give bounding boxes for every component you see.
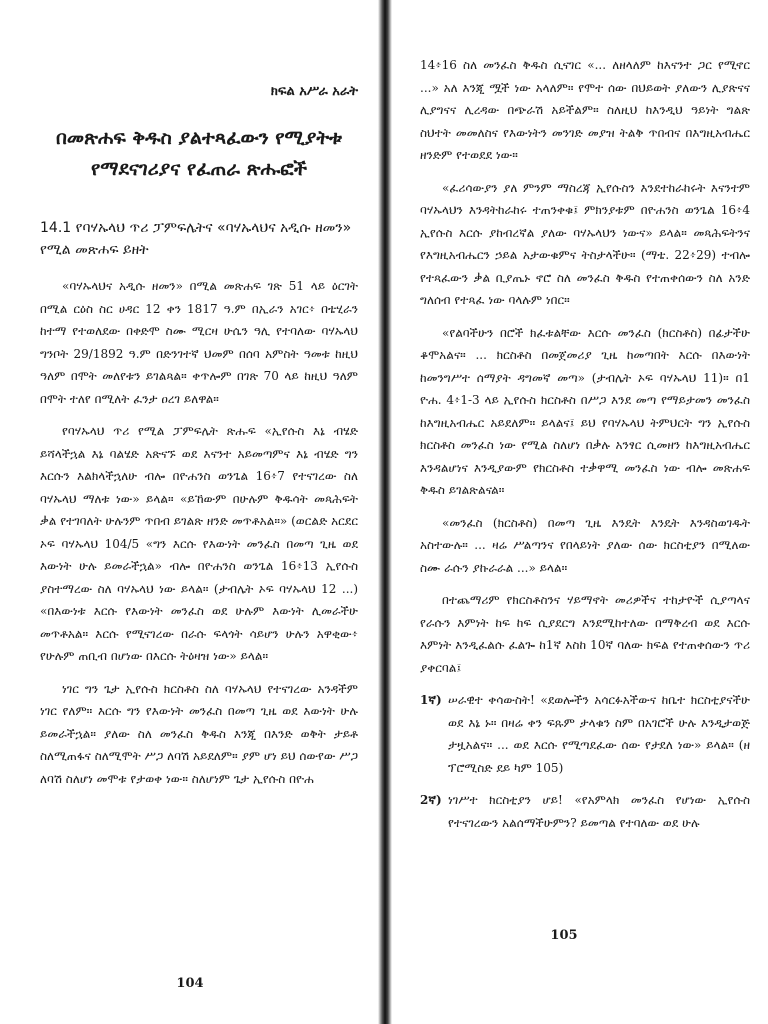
body-paragraph: «ባሃኡላህና አዲሱ ዘመን» በሚል መጽሐፍ ገጽ 51 ላይ ዕርገት በሚል ርዕስ ስር ሀዳር 12 ቀን 1817 ዓ.ም በኢራን አገር፥ በቴሂራን ከተማ የተወለደው በቀድሞ ስሙ ሚርዛ ሁሴን ዓሊ የተባለው ባሃኡላህ ግንቦት 29/1892 ዓ.ም በድንገተኛ ህመም በሰባ አምስት ዓመቱ ከዚህ ዓለም በሞት መለየቱን ይገልጻል። ቀጥሎም በገጽ 70 ላይ ከዚህ ዓለም በሞት ተለየ በሚለት ፈንታ ዐረገ ይለዋል። <box>40 279 358 406</box>
book-gutter <box>378 0 392 1024</box>
list-item <box>420 689 750 779</box>
body-paragraph: ነገር ግን ጌታ ኢየሱስ ክርስቶስ ስለ ባሃኡላህ የተናገረው አንዳችም ነገር የለም። እርሱ ግን የእውነት መንፈስ በመጣ ጊዜ ወደ እውነት ሁሉ ይመራችኋል። ያለው ስለ መንፈስ ቅዱስ እንጂ በእንድ ወቅት ታይቶ ስለሚጠፋና ስለሚሞት ሥጋ ለባሽ አይደለም። ያም ሆነ ይህ ሰውየው ሥጋ ለባሽ ስለሆነ መሞቱ የታወቀ ነው። ስለሆነም ጌታ ኢየሱስ በዮሐ <box>40 681 358 786</box>
page-number: 105 <box>550 928 578 943</box>
list-marker: 1ኛ) <box>420 693 442 707</box>
right-page <box>392 0 768 1024</box>
list-marker: 2ኛ) <box>420 793 442 807</box>
list-item-text: ነገሥተ ክርስቲያን ሆይ! «የአምላክ መንፈስ የሆነው ኢየሱስ የተናገረውን አልሰማችሁምን? ይመጣል የተባለው ወደ ሁሉ <box>448 793 750 830</box>
body-paragraph: «ፈሪሳውያን ያለ ምንም ማስረጃ ኢየሱስን እንደተከራከሩት እናንተም ባሃኡላህን እንዳትከራከሩ ተጠንቀቁ፤ ምክንያቱም በዮሐንስ ወንጌል 16፥4 ኢየሱስ እርሱ ያከብረኛል ያለው ባሃኡላህን ነውና» ይላል። መጻሕፍትንና የእግዚአብሔርን ኃይል አታውቁምና ትስታላችሁ። (ማቴ. 22፥29) ተብሎ የተጻፈውን ቃል ቢያጤኑ ኖሮ ስለ መንፈስ ቅዱስ የተጠቀሰውን ስለ አንድ ግለሰብ የተጻፈ ነው ባላሉም ነበር። <box>420 180 750 307</box>
left-page-content <box>40 72 358 800</box>
right-page-content <box>420 54 750 844</box>
body-paragraph: 14፥16 ስለ መንፈስ ቅዱስ ሲናገር «... ለዘላለም ከእናንተ ጋር የሚኖር ...» አለ እንጂ ሟች ነው አላለም። የሞተ ሰው በህይወት ያለውን ሊያጽናና ሊያግናና ሊረዳው በጭራሽ አይችልም። ስለዚህ ከእንዲህ ዓይነት ግልጽ ስህተት መመለስና የእውነትን መንገድ መያዝ ትልቅ ጥበብና በእግዚአብሔር ዘንድም የተወደደ ነው። <box>420 58 750 162</box>
body-paragraph: በተጨማሪም የክርስቶስንና ሃይማኖት መሪዎችና ተከታዮች ሲያጣላና የራሱን እምነት ከፍ ከፍ ሲያደርግ እንደሚከተለው በማቅረብ ወደ እርሱ እምነት እንዲፈልሱ ፈልጐ ከ1ኛ እስከ 10ኛ ባለው ክፍል የተጠቀሰውን ጥሪ ያቀርባል፤ <box>420 593 750 675</box>
left-page <box>0 0 378 1024</box>
body-paragraph: የባሃኡላህ ጥሪ የሚል ፓምፍሌት ጽሑፍ «ኢየሱስ እኔ ብሄድ ይሻላችኋል እኔ ባልሄድ አጽናኙ ወደ እናንተ አይመጣምና እኔ ብሄድ ግን እርሱን እልክላችኋለሁ ብሎ በዮሐንስ ወንጌል 16፥7 የተናገረው ስለ ባሃኡላህ ማለቱ ነው» ይላል። «ይኸውም በሁሉም ቅዱሳት መጻሕፍት ቃል የተገባለት ሁሉንም ጥበብ ይገልጽ ዘንድ መጥቶአል።» (ወርልድ አርደር ኦፍ ባሃኡላህ 104/5 «ግን እርሱ የእውነት መንፈስ በመጣ ጊዜ ወደ እውነት ሁሉ ይመራችኋል» ብሎ በዮሐንስ ወንጌል 16፥13 ኢየሱስ ያስተማረው ስለ ባሃኡላህ ነው ይላል። (ታብሌት ኦፍ ባሃኡላህ 12 ...) «በእውነቱ እርሱ የእውነት መንፈስ ወደ ሁሉም እውነት ሊመራችሁ መጥቶአል። እርሱ የሚናገረው በራሱ ፍላጎት ሳይሆን ሁሉን አዋቂው፥ የሁሉም ጠቢብ በሆነው በእርሱ ትዕዛዝ ነው» ይላል። <box>40 424 358 663</box>
list-item-text: ሠራዊተ ቀሳውስት! «ደወሎችን አሳርፉአችውና ከቤተ ክርስቲያናችሁ ወደ እኔ ኑ። በዛሬ ቀን ፍጹም ታላቁን ስም በአገሮች ሁሉ እንዲታወጅ ታዟአልና። ... ወደ እርሱ የሚጣደፈው ሰው የታደለ ነው» ይላል። (ዘ ፕሮሚስድ ደይ ካም 105) <box>448 693 750 775</box>
body-paragraph: «የልባችሁን በሮች ክፈቱልቸው እርሱ መንፈስ (ክርስቶስ) በፊታችሁ ቆሞአልና። ... ክርስቶስ በመጀመሪያ ጊዜ ከመጣበት እርሱ በእውነት ከመንግሥተ ሰማያት ዳግመኛ መጣ» (ታብሌት ኦፍ ባሃኡላህ 11)። በ1 ዮሐ. 4፥1-3 ላይ ኢየሱስ ክርስቶስ በሥጋ እንደ መጣ የማይታመን መንፈስ ከእግዚአብሔር አይደለም። ይላልና፤ ይህ የባሃኡላህ ትምህርት ግን ኢየሱስ ክርስቶስ መንፈስ ነው የሚል ስለሆነ በቃሉ አንፃር ሲመዘን ከእግዚአብሔር እንዳልሆነና እንዲያውም የክርስቶስ ተቃዋሚ መንፈስ ነው ብሎ መጽሐፍ ቅዱስ ይገልጽልናል። <box>420 325 750 497</box>
chapter-title: በመጽሐፍ ቅዱስ ያልተጻፈውን የሚያትቱ የማደናገሪያና የፈጠራ ጽሑፎች <box>56 127 342 180</box>
page-number: 104 <box>176 976 204 991</box>
subsection-heading: 14.1 የባሃኡላህ ጥሪ ፓምፍሌትና «ባሃኡላህና አዲሱ ዘመን» የሚል መጽሐፍ ይዘት <box>40 220 352 258</box>
list-item <box>420 789 750 834</box>
body-paragraph: «መንፈስ (ክርስቶስ) በመጣ ጊዜ እንዴት እንዴት እንዳስወገዱት አስተውሉ። ... ዛሬ ሥልጣንና የበላይነት ያለው ሰው ክርስቲያን በሚለው ስሙ ራሱን ያኩራራል ...» ይላል። <box>420 515 750 575</box>
section-label: ክፍል አሥራ አራት <box>270 84 358 99</box>
